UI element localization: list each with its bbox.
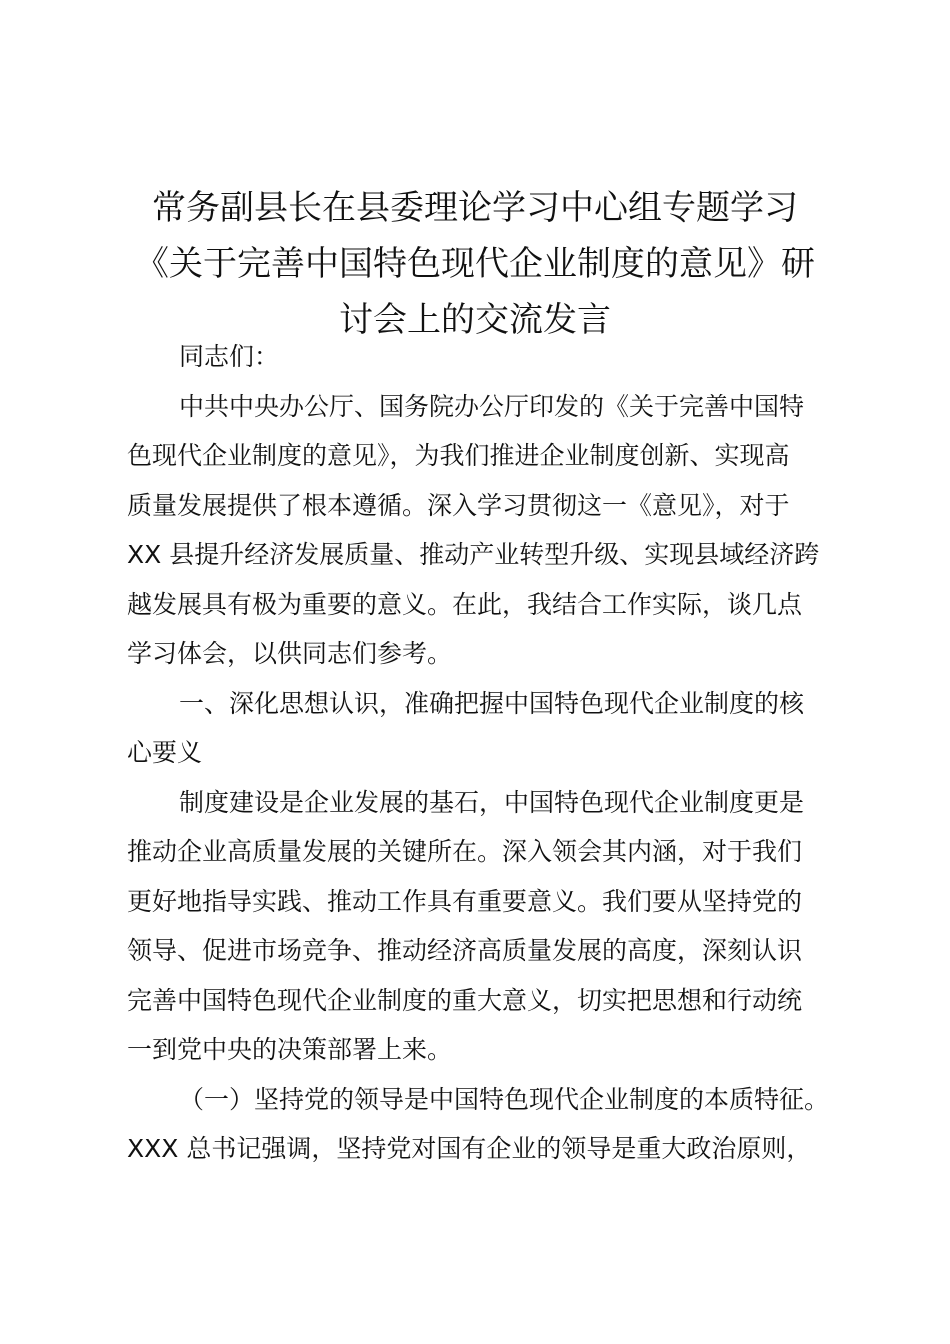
paragraph-1-line-4: XX 县提升经济发展质量、推动产业转型升级、实现县域经济跨 [127, 540, 820, 569]
title-line-2: 《关于完善中国特色现代企业制度的意见》研 [135, 244, 815, 284]
paragraph-2-line-6: 一到党中央的决策部署上来。 [127, 1035, 453, 1064]
document-title [100, 180, 850, 348]
section-heading-1-line-1: 一、深化思想认识，准确把握中国特色现代企业制度的核 [179, 688, 805, 718]
paragraph-2-line-4: 领导、促进市场竞争、推动经济高质量发展的高度，深刻认识 [127, 936, 803, 965]
title-line-1: 常务副县长在县委理论学习中心组专题学习 [152, 188, 798, 228]
paragraph-2-line-3: 更好地指导实践、推动工作具有重要意义。我们要从坚持党的 [127, 886, 803, 916]
paragraph-1-line-3: 质量发展提供了根本遵循。深入学习贯彻这一《意见》，对于 [127, 490, 790, 520]
paragraph-2-line-1: 制度建设是企业发展的基石，中国特色现代企业制度更是 [179, 787, 805, 817]
title-line-3: 讨会上的交流发言 [339, 300, 611, 340]
paragraph-1-line-6: 学习体会，以供同志们参考。 [127, 639, 453, 668]
paragraph-1-line-1: 中共中央办公厅、国务院办公厅印发的《关于完善中国特 [179, 391, 805, 421]
paragraph-2-line-5: 完善中国特色现代企业制度的重大意义，切实把思想和行动统 [127, 985, 803, 1015]
paragraph-3-line-1: （一）坚持党的领导是中国特色现代企业制度的本质特征。 [179, 1084, 830, 1114]
paragraph-1-line-5: 越发展具有极为重要的意义。在此，我结合工作实际，谈几点 [127, 589, 803, 619]
document-body [127, 332, 833, 1174]
salutation: 同志们： [179, 342, 280, 371]
paragraph-1-line-2: 色现代企业制度的意见》，为我们推进企业制度创新、实现高 [127, 441, 790, 470]
section-heading-1-line-2: 心要义 [127, 738, 203, 767]
paragraph-3-line-2: XXX 总书记强调，坚持党对国有企业的领导是重大政治原则， [127, 1134, 812, 1163]
paragraph-2-line-2: 推动企业高质量发展的关键所在。深入领会其内涵，对于我们 [127, 837, 803, 866]
